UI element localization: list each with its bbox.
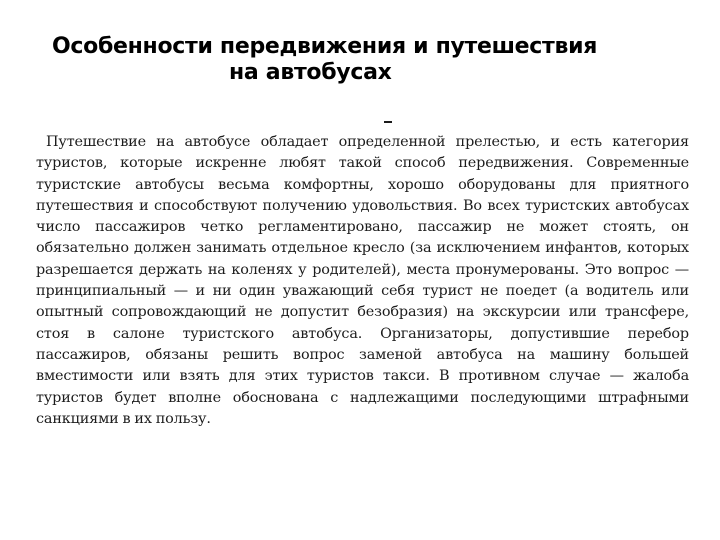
slide-title-line-2: на автобусах [229, 60, 392, 85]
slide-title [0, 34, 720, 86]
body-paragraph: Путешествие на автобусе обладает определенной прелестью, и есть категория туристов, которые искренне любят такой способ передвижения. Современные туристские автобусы весьма комфортны, хорошо оборудованы для приятного путешествия и способствуют получению удовольствия. Во всех туристских автобусах число пассажиров четко регламентировано, пассажир не может стоять, он обязательно должен занимать отдельное кресло (за исключением инфантов, которых разрешается держать на коленях у родителей), места пронумерованы. Это вопрос — принципиальный — и ни один уважающий себя турист не поедет (а водитель или опытный сопровождающий не допустит безобразия) на экскурсии или трансфере, стоя в салоне туристского автобуса. Организаторы, допустившие перебор пассажиров, обязаны решить вопрос заменой автобуса на машину большей вместимости или взять для этих туристов такси. В противном случае — жалоба туристов будет вполне обоснована с надлежащими последующими штрафными санкциями в их пользу. [36, 134, 689, 427]
scan-artifact-dash [384, 121, 392, 123]
slide-title-line-1: Особенности передвижения и путешествия [52, 34, 598, 59]
